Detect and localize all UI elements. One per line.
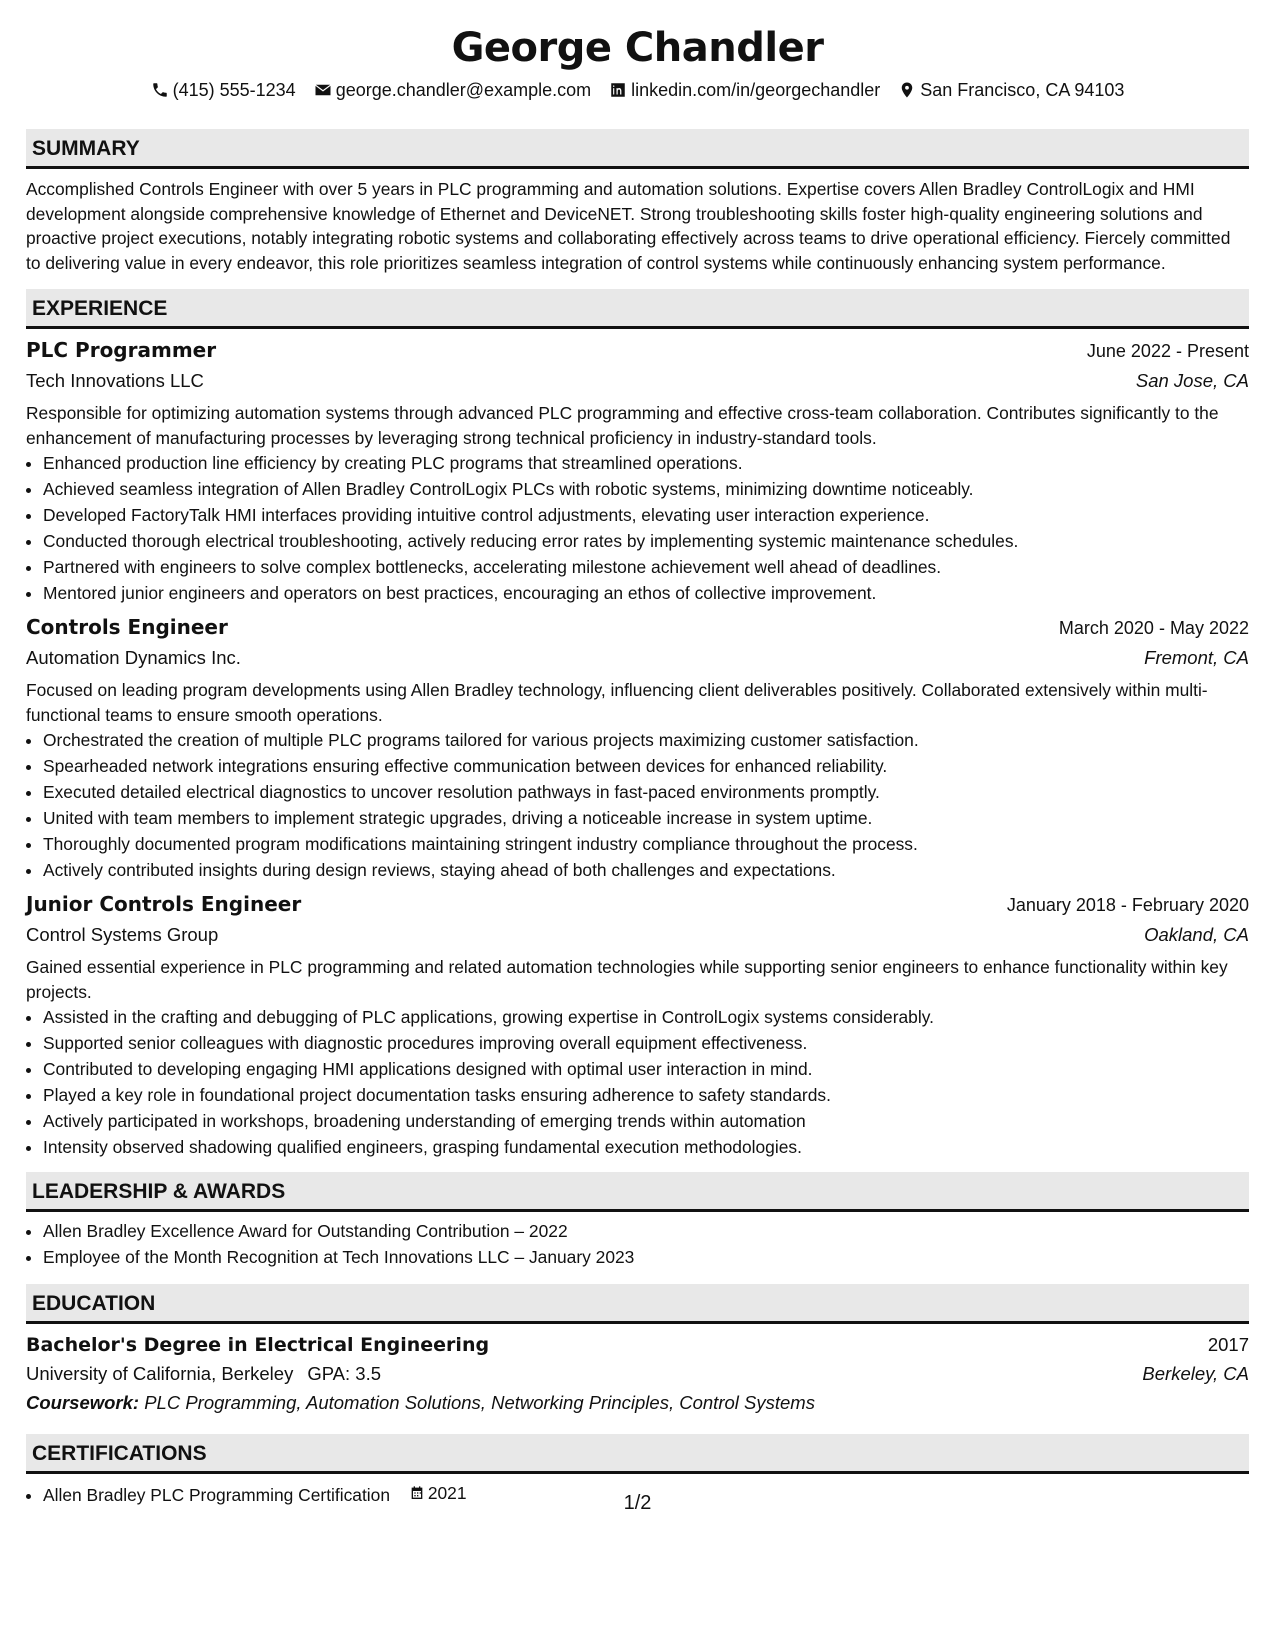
job-description: Gained essential experience in PLC programming and related automation technologies while supporting senior engineers to enhance functionality within key projects. [26,957,1228,1002]
page-number: 1/2 [623,1492,652,1514]
list-item: • Developed FactoryTalk HMI interfaces providing intuitive control adjustments, elevating user interaction experience. [43,502,1249,528]
list-item: • Contributed to developing engaging HMI applications designed with optimal user interaction in mind. [43,1056,1249,1082]
edu-degree: Bachelor's Degree in Electrical Engineering [26,1334,490,1356]
job-dates: June 2022 - Present [1086,341,1249,361]
contact-linkedin[interactable] [609,78,880,102]
job-location: San Jose, CA [1135,370,1249,391]
list-item: • Spearheaded network integrations ensuring effective communication between devices for enhanced reliability. [43,753,1249,779]
job-description: Responsible for optimizing automation systems through advanced PLC programming and effective cross-team collaboration. Contributes significantly to the enhancement of manufacturing processes by leveraging strong technical proficiency in industry-standard tools. [26,403,1219,448]
contact-phone [151,78,296,102]
job-entry [26,612,1249,883]
job-entry [26,889,1249,1160]
job-location: Oakland, CA [1144,924,1249,945]
list-item: • Allen Bradley Excellence Award for Outstanding Contribution – 2022 [43,1218,1249,1244]
phone-text: (415) 555-1234 [172,80,296,100]
contact-email[interactable] [314,78,591,102]
coursework-label: Coursework: [26,1392,140,1413]
job-bullets [26,1004,1249,1160]
email-link[interactable]: george.chandler@example.com [335,80,592,100]
list-item: • Partnered with engineers to solve complex bottlenecks, accelerating milestone achievement well ahead of deadlines. [43,554,1249,580]
list-item: • Achieved seamless integration of Allen Bradley ControlLogix PLCs with robotic systems, minimizing downtime noticeably. [43,476,1249,502]
job-dates: March 2020 - May 2022 [1058,618,1249,638]
list-item: • Mentored junior engineers and operators on best practices, encouraging an ethos of collective improvement. [43,580,1249,606]
map-pin-icon [898,81,916,99]
certifications-heading: CERTIFICATIONS [26,1434,1249,1474]
education-heading: EDUCATION [26,1284,1249,1324]
job-title: Junior Controls Engineer [26,892,302,916]
job-entry [26,335,1249,606]
summary-text: Accomplished Controls Engineer with over 5 years in PLC programming and automation solutions. Expertise covers Allen Bradley ControlLogix and HMI development alongside comprehensive knowledge of Ethernet and DeviceNET. Strong troubleshooting skills foster high-quality engineering solutions and proactive project executions, notably integrating robotic systems and collaborating effectively across teams to drive operational efficiency. Fiercely committed to delivering value in every endeavor, this role prioritizes seamless integration of control systems while continuously enhancing system performance. [26,179,1231,273]
list-item: • Conducted thorough electrical troubleshooting, actively reducing error rates by implementing systemic maintenance schedules. [43,528,1249,554]
list-item: • Orchestrated the creation of multiple PLC programs tailored for various projects maximizing customer satisfaction. [43,727,1249,753]
list-item: • Assisted in the crafting and debugging of PLC applications, growing expertise in ControlLogix systems considerably. [43,1004,1249,1030]
edu-year: 2017 [1207,1334,1249,1355]
list-item: • Executed detailed electrical diagnostics to uncover resolution pathways in fast-paced environments promptly. [43,779,1249,805]
awards-heading: LEADERSHIP & AWARDS [26,1172,1249,1212]
edu-location: Berkeley, CA [1142,1363,1249,1384]
experience-heading: EXPERIENCE [26,289,1249,329]
list-item: • Employee of the Month Recognition at Tech Innovations LLC – January 2023 [43,1244,1249,1270]
job-location: Fremont, CA [1144,647,1249,668]
job-company: Automation Dynamics Inc. [26,647,241,668]
job-company: Control Systems Group [26,924,219,945]
candidate-name: George Chandler [451,25,824,71]
list-item: • Played a key role in foundational project documentation tasks ensuring adherence to safety standards. [43,1082,1249,1108]
list-item: • Thoroughly documented program modifications maintaining stringent industry compliance throughout the process. [43,831,1249,857]
phone-icon [151,81,169,99]
edu-school: University of California, Berkeley [26,1363,294,1384]
coursework-text: PLC Programming, Automation Solutions, Networking Principles, Control Systems [144,1392,815,1413]
list-item: • Actively contributed insights during design reviews, staying ahead of both challenges and expectations. [43,857,1249,883]
cert-name: Allen Bradley PLC Programming Certification [43,1485,390,1505]
summary-heading: SUMMARY [26,129,1249,169]
contact-bar [26,78,1249,102]
cert-year-text: 2021 [427,1483,467,1503]
envelope-icon [314,81,332,99]
edu-gpa: GPA: 3.5 [307,1363,382,1384]
linkedin-icon [609,81,627,99]
job-bullets [26,450,1249,606]
list-item: • Supported senior colleagues with diagnostic procedures improving overall equipment effectiveness. [43,1030,1249,1056]
edu-coursework [26,1388,1249,1418]
contact-location [898,78,1124,102]
job-description: Focused on leading program developments using Allen Bradley technology, influencing client deliverables positively. Collaborated extensively within multi-functional teams to ensure smooth operations. [26,680,1208,725]
job-dates: January 2018 - February 2020 [1006,895,1249,915]
job-company: Tech Innovations LLC [26,370,204,391]
list-item: • Enhanced production line efficiency by creating PLC programs that streamlined operations. [43,450,1249,476]
job-title: PLC Programmer [26,338,217,362]
list-item: • Intensity observed shadowing qualified engineers, grasping fundamental execution methodologies. [43,1134,1249,1160]
job-bullets [26,727,1249,883]
awards-list [26,1218,1249,1270]
location-text: San Francisco, CA 94103 [920,80,1125,100]
job-title: Controls Engineer [26,615,228,639]
list-item: • Actively participated in workshops, broadening understanding of emerging trends within automation [43,1108,1249,1134]
linkedin-link[interactable]: linkedin.com/in/georgechandler [631,80,881,100]
list-item: • United with team members to implement strategic upgrades, driving a noticeable increase in system uptime. [43,805,1249,831]
